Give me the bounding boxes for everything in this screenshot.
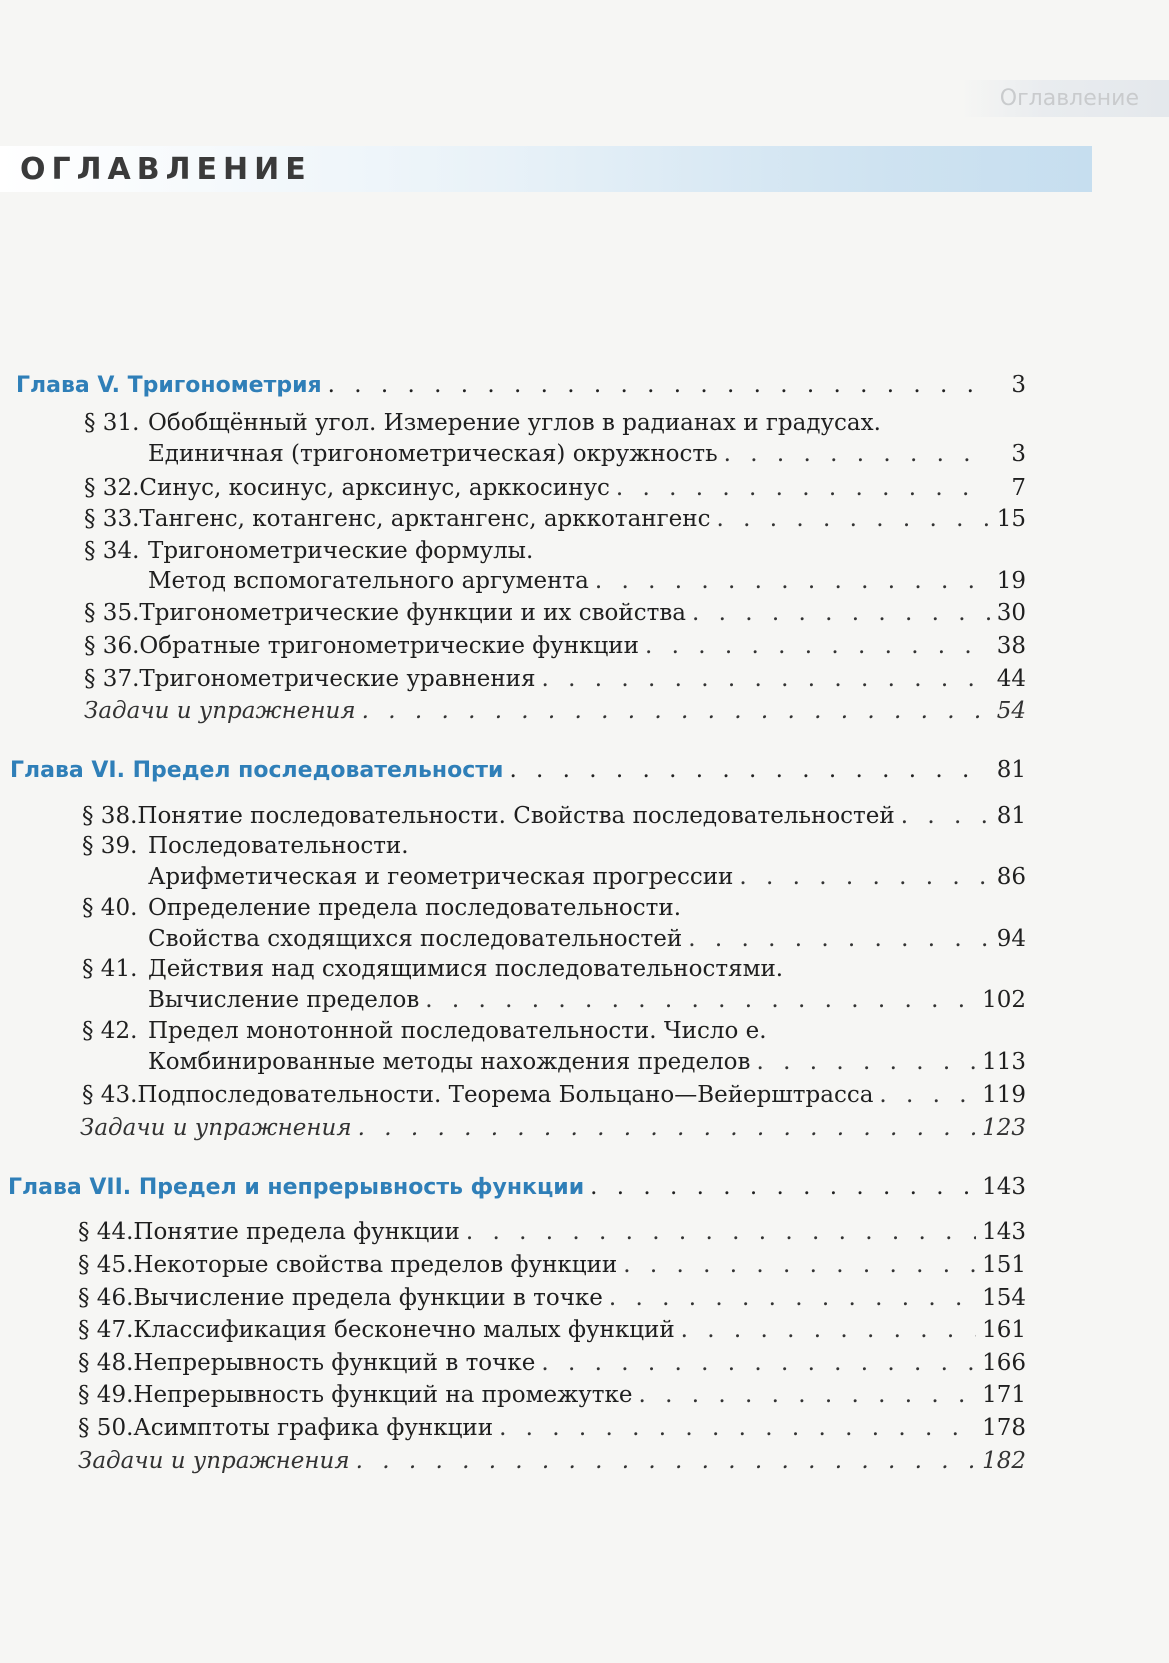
- section-number: § 50.: [78, 1415, 134, 1441]
- section-number: § 40.: [82, 895, 138, 921]
- page-number: 81: [996, 757, 1026, 783]
- chapter-title: Глава V. Тригонометрия: [16, 373, 322, 398]
- page-number: 166: [982, 1350, 1026, 1376]
- section-title: Единичная (тригонометрическая) окружность: [148, 441, 718, 467]
- page-title: ОГЛАВЛЕНИЕ: [20, 152, 312, 187]
- toc-entry[interactable]: [84, 666, 1026, 692]
- section-title: Понятие последовательности. Свойства последовательностей: [137, 803, 895, 829]
- section-number: § 42.: [82, 1018, 138, 1044]
- section-title: Действия над сходящимися последовательностями.: [148, 956, 784, 982]
- tasks-label: Задачи и упражнения: [84, 698, 356, 724]
- dot-leader: [358, 1115, 977, 1141]
- toc-entry-continuation[interactable]: [148, 441, 1026, 467]
- toc-entry[interactable]: [78, 1415, 1026, 1441]
- dot-leader: [756, 1049, 976, 1075]
- dot-leader: [645, 633, 990, 659]
- toc-entry[interactable]: [84, 600, 1026, 626]
- dot-leader: [616, 475, 990, 501]
- dot-leader: [509, 757, 990, 783]
- toc-entry[interactable]: [78, 1317, 1026, 1343]
- chapter-heading[interactable]: [8, 1174, 1026, 1200]
- page-number: 86: [996, 864, 1026, 890]
- section-number: § 45.: [78, 1252, 134, 1278]
- page-number: 54: [996, 698, 1026, 724]
- dot-leader: [590, 1174, 976, 1200]
- page-number: 119: [982, 1082, 1026, 1108]
- toc-entry[interactable]: [78, 1252, 1026, 1278]
- page-number: 143: [982, 1219, 1026, 1245]
- toc-entry[interactable]: [78, 1350, 1026, 1376]
- dot-leader: [609, 1285, 976, 1311]
- page-number: 113: [982, 1049, 1026, 1075]
- chapter-title: Глава VII. Предел и непрерывность функции: [8, 1175, 585, 1200]
- toc-entry[interactable]: [78, 1285, 1026, 1311]
- dot-leader: [692, 600, 990, 626]
- toc-entry-tasks[interactable]: [78, 1448, 1026, 1474]
- page-number: 81: [996, 803, 1026, 829]
- page-number: 44: [996, 666, 1026, 692]
- section-title: Обратные тригонометрические функции: [139, 633, 639, 659]
- toc-entry[interactable]: [82, 895, 681, 921]
- section-title: Некоторые свойства пределов функции: [133, 1252, 618, 1278]
- running-header: Оглавление: [960, 80, 1169, 117]
- toc-entry[interactable]: [82, 956, 783, 982]
- dot-leader: [499, 1415, 976, 1441]
- section-title: Арифметическая и геометрическая прогрессии: [148, 864, 734, 890]
- toc-entry-continuation[interactable]: [148, 926, 1026, 952]
- section-title: Тригонометрические функции и их свойства: [139, 600, 686, 626]
- toc-entry-continuation[interactable]: [148, 568, 1026, 594]
- page-number: 3: [1011, 372, 1026, 398]
- title-banner: [0, 146, 1092, 192]
- section-number: § 39.: [82, 833, 138, 859]
- toc-entry-tasks[interactable]: [80, 1115, 1026, 1141]
- section-title: Асимптоты графика функции: [133, 1415, 494, 1441]
- section-title: Предел монотонной последовательности. Число e.: [148, 1018, 767, 1044]
- section-number: § 47.: [78, 1317, 134, 1343]
- section-title: Метод вспомогательного аргумента: [148, 568, 589, 594]
- page-number: 123: [982, 1115, 1026, 1141]
- page-number: 94: [996, 926, 1026, 952]
- page-number: 161: [982, 1317, 1026, 1343]
- toc-entry[interactable]: [84, 410, 881, 436]
- section-title: Определение предела последовательности.: [148, 895, 682, 921]
- dot-leader: [901, 803, 990, 829]
- page-number: 143: [982, 1174, 1026, 1200]
- toc-entry[interactable]: [82, 803, 1026, 829]
- section-number: § 37.: [84, 666, 140, 692]
- dot-leader: [362, 698, 990, 724]
- dot-leader: [542, 666, 991, 692]
- toc-entry-continuation[interactable]: [148, 1049, 1026, 1075]
- page-number: 30: [996, 600, 1026, 626]
- section-title: Понятие предела функции: [133, 1219, 460, 1245]
- chapter-title: Глава VI. Предел последовательности: [10, 758, 504, 783]
- dot-leader: [466, 1219, 976, 1245]
- toc-entry[interactable]: [84, 506, 1026, 532]
- dot-leader: [879, 1082, 976, 1108]
- toc-entry[interactable]: [84, 633, 1026, 659]
- dot-leader: [717, 506, 991, 532]
- section-title: Классификация бесконечно малых функций: [133, 1317, 675, 1343]
- dot-leader: [739, 864, 990, 890]
- section-number: § 35.: [84, 600, 140, 626]
- section-number: § 46.: [78, 1285, 134, 1311]
- page-number: 3: [1011, 441, 1026, 467]
- section-number: § 36.: [84, 633, 140, 659]
- toc-entry[interactable]: [78, 1382, 1026, 1408]
- section-title: Непрерывность функций на промежутке: [133, 1382, 633, 1408]
- tasks-label: Задачи и упражнения: [80, 1115, 352, 1141]
- page-number: 102: [982, 987, 1026, 1013]
- toc-entry[interactable]: [82, 1082, 1026, 1108]
- page-number: 19: [996, 568, 1026, 594]
- section-title: Тригонометрические формулы.: [148, 538, 534, 564]
- section-number: § 44.: [78, 1219, 134, 1245]
- page-number: 151: [982, 1252, 1026, 1278]
- section-number: § 43.: [82, 1082, 138, 1108]
- section-title: Свойства сходящихся последовательностей: [148, 926, 683, 952]
- dot-leader: [541, 1350, 976, 1376]
- section-number: § 38.: [82, 803, 138, 829]
- section-number: § 48.: [78, 1350, 134, 1376]
- toc-entry[interactable]: [82, 1018, 767, 1044]
- section-title: Синус, косинус, арксинус, арккосинус: [139, 475, 610, 501]
- dot-leader: [425, 987, 976, 1013]
- section-title: Последовательности.: [148, 833, 409, 859]
- page-number: 7: [1011, 475, 1026, 501]
- section-title: Тангенс, котангенс, арктангенс, арккотангенс: [139, 506, 711, 532]
- page-number: 154: [982, 1285, 1026, 1311]
- dot-leader: [623, 1252, 976, 1278]
- page-number: 178: [982, 1415, 1026, 1441]
- dot-leader: [688, 926, 990, 952]
- dot-leader: [724, 441, 990, 467]
- dot-leader: [328, 372, 990, 398]
- section-title: Вычисление предела функции в точке: [133, 1285, 603, 1311]
- section-title: Непрерывность функций в точке: [133, 1350, 536, 1376]
- section-number: § 34.: [84, 538, 140, 564]
- page-number: 15: [996, 506, 1026, 532]
- dot-leader: [595, 568, 990, 594]
- dot-leader: [681, 1317, 976, 1343]
- page-number: 38: [996, 633, 1026, 659]
- section-number: § 49.: [78, 1382, 134, 1408]
- chapter-heading[interactable]: [10, 757, 1026, 783]
- section-title: Обобщённый угол. Измерение углов в радианах и градусах.: [148, 410, 881, 436]
- section-number: § 31.: [84, 410, 140, 436]
- dot-leader: [356, 1448, 977, 1474]
- section-number: § 32.: [84, 475, 140, 501]
- tasks-label: Задачи и упражнения: [78, 1448, 350, 1474]
- section-title: Подпоследовательности. Теорема Больцано—Вейерштрасса: [137, 1082, 874, 1108]
- page-number: 171: [982, 1382, 1026, 1408]
- section-number: § 41.: [82, 956, 138, 982]
- toc-entry[interactable]: [84, 475, 1026, 501]
- toc-entry[interactable]: [84, 538, 533, 564]
- dot-leader: [638, 1382, 976, 1408]
- toc-entry-continuation[interactable]: [148, 864, 1026, 890]
- toc-entry[interactable]: [78, 1219, 1026, 1245]
- toc-entry-continuation[interactable]: [148, 987, 1026, 1013]
- toc-entry-tasks[interactable]: [84, 698, 1026, 724]
- section-title: Тригонометрические уравнения: [139, 666, 536, 692]
- section-number: § 33.: [84, 506, 140, 532]
- toc-entry[interactable]: [82, 833, 409, 859]
- section-title: Вычисление пределов: [148, 987, 420, 1013]
- chapter-heading[interactable]: [16, 372, 1026, 398]
- section-title: Комбинированные методы нахождения пределов: [148, 1049, 751, 1075]
- page-number: 182: [982, 1448, 1026, 1474]
